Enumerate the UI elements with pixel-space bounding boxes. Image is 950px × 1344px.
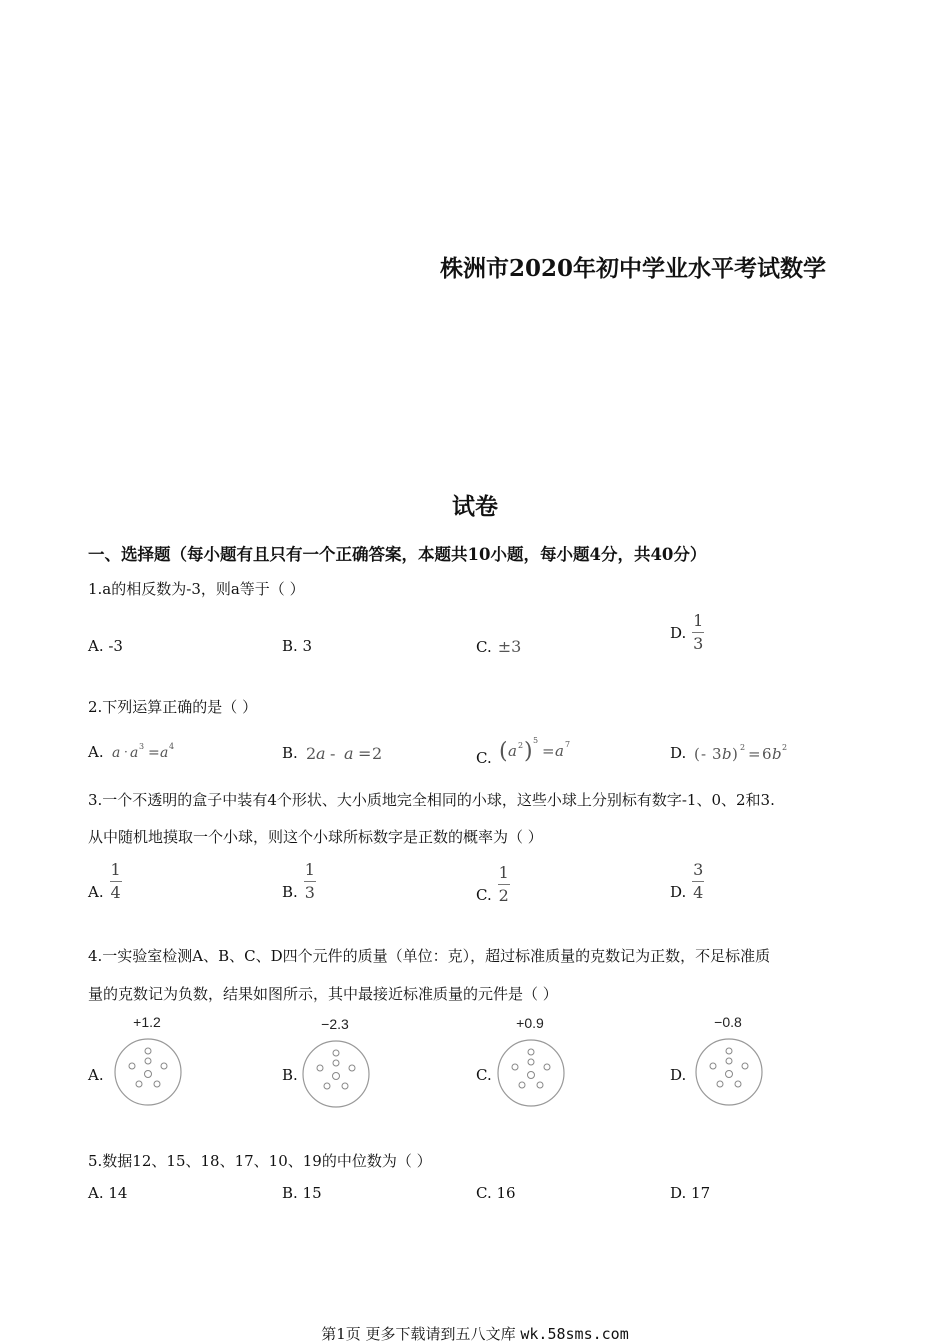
svg-text:2: 2 — [740, 743, 746, 752]
svg-text:=: = — [357, 744, 372, 763]
q2-option-d: D. ( - 3 b ) 2 = 6 b 2 — [670, 740, 802, 766]
formula-d — [692, 740, 802, 766]
q3-option-b: B. $\frac{1}{3}$ — [282, 859, 315, 902]
q3-option-c: C. $\frac{1}{2}$ — [476, 862, 509, 905]
q1-option-d: D. $\frac{1}{3}$ — [670, 611, 704, 653]
fraction-q3-a: $\frac{1}{4}$ — [110, 859, 121, 902]
q1-option-c: C. ±3 — [476, 637, 522, 656]
svg-text:=: = — [748, 745, 761, 763]
footer-site-link[interactable]: wk.58sms.com — [520, 1325, 629, 1343]
question-3-stem-line-1: 3.一个不透明的盒子中装有4个形状、大小质地完全相同的小球，这些小球上分别标有数字-1、0、2和3. — [88, 791, 775, 809]
q4-option-d-label: D. — [670, 1066, 687, 1084]
component-a-value: +1.2 — [133, 1014, 161, 1030]
q4-option-a-label: A. — [88, 1066, 104, 1084]
svg-text:a: a — [343, 744, 354, 763]
component-a-disc — [112, 1036, 184, 1108]
svg-text:2: 2 — [305, 744, 316, 763]
svg-text:=: = — [147, 745, 160, 761]
plus-minus-three: ±3 — [497, 637, 522, 656]
q5-option-a: A. 14 — [88, 1184, 128, 1202]
svg-text:-: - — [701, 745, 707, 763]
component-b-disc — [300, 1038, 372, 1110]
component-c-value: +0.9 — [516, 1015, 544, 1031]
svg-text:b: b — [772, 745, 782, 763]
q2-option-a: A. a · a 3 = a 4 — [88, 740, 184, 764]
question-4-stem-line-1: 4.一实验室检测A、B、C、D四个元件的质量（单位：克），超过标准质量的克数记为正数，不足标准质 — [88, 947, 771, 965]
svg-text:a: a — [111, 745, 120, 761]
question-4-stem-line-2: 量的克数记为负数，结果如图所示，其中最接近标准质量的元件是（ ） — [88, 985, 558, 1003]
q5-option-b: B. 15 — [282, 1184, 322, 1202]
svg-text:(: ( — [498, 739, 508, 764]
q5-option-c: C. 16 — [476, 1184, 516, 1202]
component-d-disc — [693, 1036, 765, 1108]
question-5-stem: 5.数据12、15、18、17、10、19的中位数为（ ） — [88, 1152, 432, 1170]
svg-text:2: 2 — [371, 744, 382, 763]
svg-text:a: a — [315, 744, 326, 763]
fraction-one-third: $\frac{1}{3}$ — [693, 611, 704, 653]
component-b-value: −2.3 — [321, 1016, 349, 1032]
expr-a-times-a-cubed — [110, 740, 184, 764]
svg-text:7: 7 — [564, 740, 570, 749]
svg-text:b: b — [722, 745, 732, 763]
fraction-q3-c: $\frac{1}{2}$ — [498, 862, 509, 905]
svg-text:=: = — [541, 742, 555, 760]
q1-option-a: A. -3 — [88, 637, 123, 655]
q3-option-d: D. $\frac{3}{4}$ — [670, 859, 704, 902]
q2-option-c: C. ( a 2 ) 5 = a 7 — [476, 734, 588, 768]
question-1-stem: 1.a的相反数为-3，则a等于（ ） — [88, 580, 305, 598]
svg-text:a: a — [554, 742, 564, 760]
question-2-stem: 2.下列运算正确的是（ ） — [88, 698, 258, 716]
svg-text:2: 2 — [517, 741, 523, 750]
q4-option-b-label: B. — [282, 1066, 298, 1084]
q1-option-b: B. 3 — [282, 637, 313, 655]
svg-text:2: 2 — [782, 743, 788, 752]
formula-a — [110, 740, 184, 764]
exam-subtitle: 试卷 — [452, 493, 498, 520]
question-3-stem-line-2: 从中随机地摸取一个小球，则这个小球所标数字是正数的概率为（ ） — [88, 828, 543, 846]
svg-text:3: 3 — [138, 742, 144, 751]
fraction-q3-b: $\frac{1}{3}$ — [304, 859, 315, 902]
formula-b — [304, 740, 394, 766]
svg-text:(: ( — [694, 745, 701, 763]
fraction-q3-d: $\frac{3}{4}$ — [693, 859, 704, 902]
svg-text:-: - — [329, 744, 336, 763]
q2-option-b: B. 2 a - a = 2 — [282, 740, 394, 766]
svg-text:): ) — [523, 739, 533, 764]
formula-c — [498, 734, 588, 768]
q3-option-a: A. $\frac{1}{4}$ — [88, 859, 121, 902]
q4-option-c-label: C. — [476, 1066, 492, 1084]
svg-text:4: 4 — [168, 742, 174, 751]
svg-text:6: 6 — [762, 745, 772, 763]
component-d-value: −0.8 — [714, 1014, 742, 1030]
footer-page-text: 第1页 更多下载请到五八文库 — [321, 1325, 516, 1343]
q5-option-d: D. 17 — [670, 1184, 711, 1202]
svg-text:3: 3 — [712, 745, 722, 763]
svg-text:): ) — [732, 745, 739, 763]
section-heading: 一、选择题（每小题有且只有一个正确答案，本题共10小题，每小题4分，共40分） — [88, 545, 707, 564]
svg-text:a: a — [507, 742, 517, 760]
exam-title: 株洲市2020年初中学业水平考试数学 — [440, 255, 827, 282]
svg-text:5: 5 — [532, 736, 538, 745]
svg-text:·: · — [123, 745, 128, 759]
svg-text:a: a — [159, 745, 168, 761]
page-footer — [0, 1323, 950, 1344]
component-c-disc — [495, 1037, 567, 1109]
svg-text:a: a — [129, 745, 138, 761]
